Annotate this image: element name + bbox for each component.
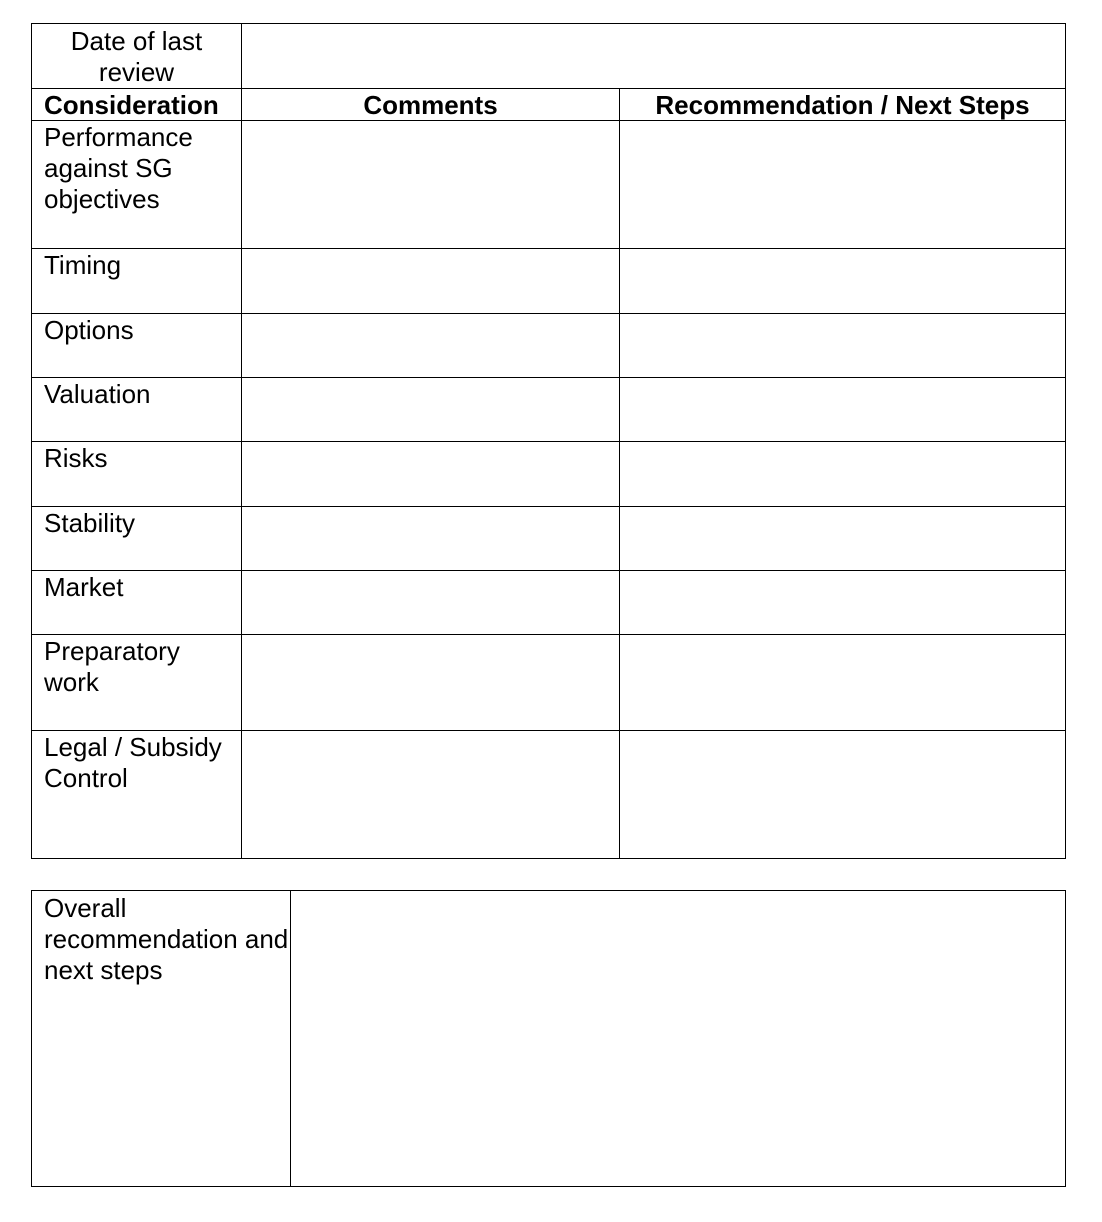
overall-recommendation-label: Overall recommendation and next steps (32, 891, 291, 1187)
table-row (32, 378, 1066, 442)
recommendation-cell[interactable] (620, 507, 1066, 571)
consideration-header: Consideration (32, 89, 242, 121)
consideration-label: Legal / Subsidy Control (32, 731, 242, 859)
comments-cell[interactable] (242, 378, 620, 442)
recommendation-cell[interactable] (620, 378, 1066, 442)
table-row (32, 442, 1066, 507)
table-row (32, 635, 1066, 731)
review-table (31, 23, 1066, 859)
recommendation-cell[interactable] (620, 635, 1066, 731)
overall-row (32, 891, 1066, 1187)
consideration-label: Risks (32, 442, 242, 507)
comments-cell[interactable] (242, 314, 620, 378)
date-row (32, 24, 1066, 89)
consideration-label: Timing (32, 249, 242, 314)
comments-cell[interactable] (242, 571, 620, 635)
date-of-last-review-label: Date of last review (32, 24, 242, 89)
table-row (32, 571, 1066, 635)
comments-header: Comments (242, 89, 620, 121)
consideration-label: Performance against SG objectives (32, 121, 242, 249)
table-row (32, 121, 1066, 249)
comments-cell[interactable] (242, 507, 620, 571)
consideration-label: Valuation (32, 378, 242, 442)
header-row (32, 89, 1066, 121)
consideration-label: Options (32, 314, 242, 378)
recommendation-cell[interactable] (620, 249, 1066, 314)
comments-cell[interactable] (242, 635, 620, 731)
table-row (32, 507, 1066, 571)
overall-table (31, 890, 1066, 1187)
consideration-label: Stability (32, 507, 242, 571)
recommendation-cell[interactable] (620, 442, 1066, 507)
recommendation-cell[interactable] (620, 121, 1066, 249)
consideration-label: Market (32, 571, 242, 635)
recommendation-cell[interactable] (620, 571, 1066, 635)
comments-cell[interactable] (242, 731, 620, 859)
date-of-last-review-field[interactable] (242, 24, 1066, 89)
recommendation-cell[interactable] (620, 731, 1066, 859)
consideration-label: Preparatory work (32, 635, 242, 731)
overall-recommendation-field[interactable] (291, 891, 1066, 1187)
table-row (32, 314, 1066, 378)
recommendation-header: Recommendation / Next Steps (620, 89, 1066, 121)
recommendation-cell[interactable] (620, 314, 1066, 378)
comments-cell[interactable] (242, 121, 620, 249)
table-row (32, 731, 1066, 859)
comments-cell[interactable] (242, 249, 620, 314)
table-row (32, 249, 1066, 314)
comments-cell[interactable] (242, 442, 620, 507)
